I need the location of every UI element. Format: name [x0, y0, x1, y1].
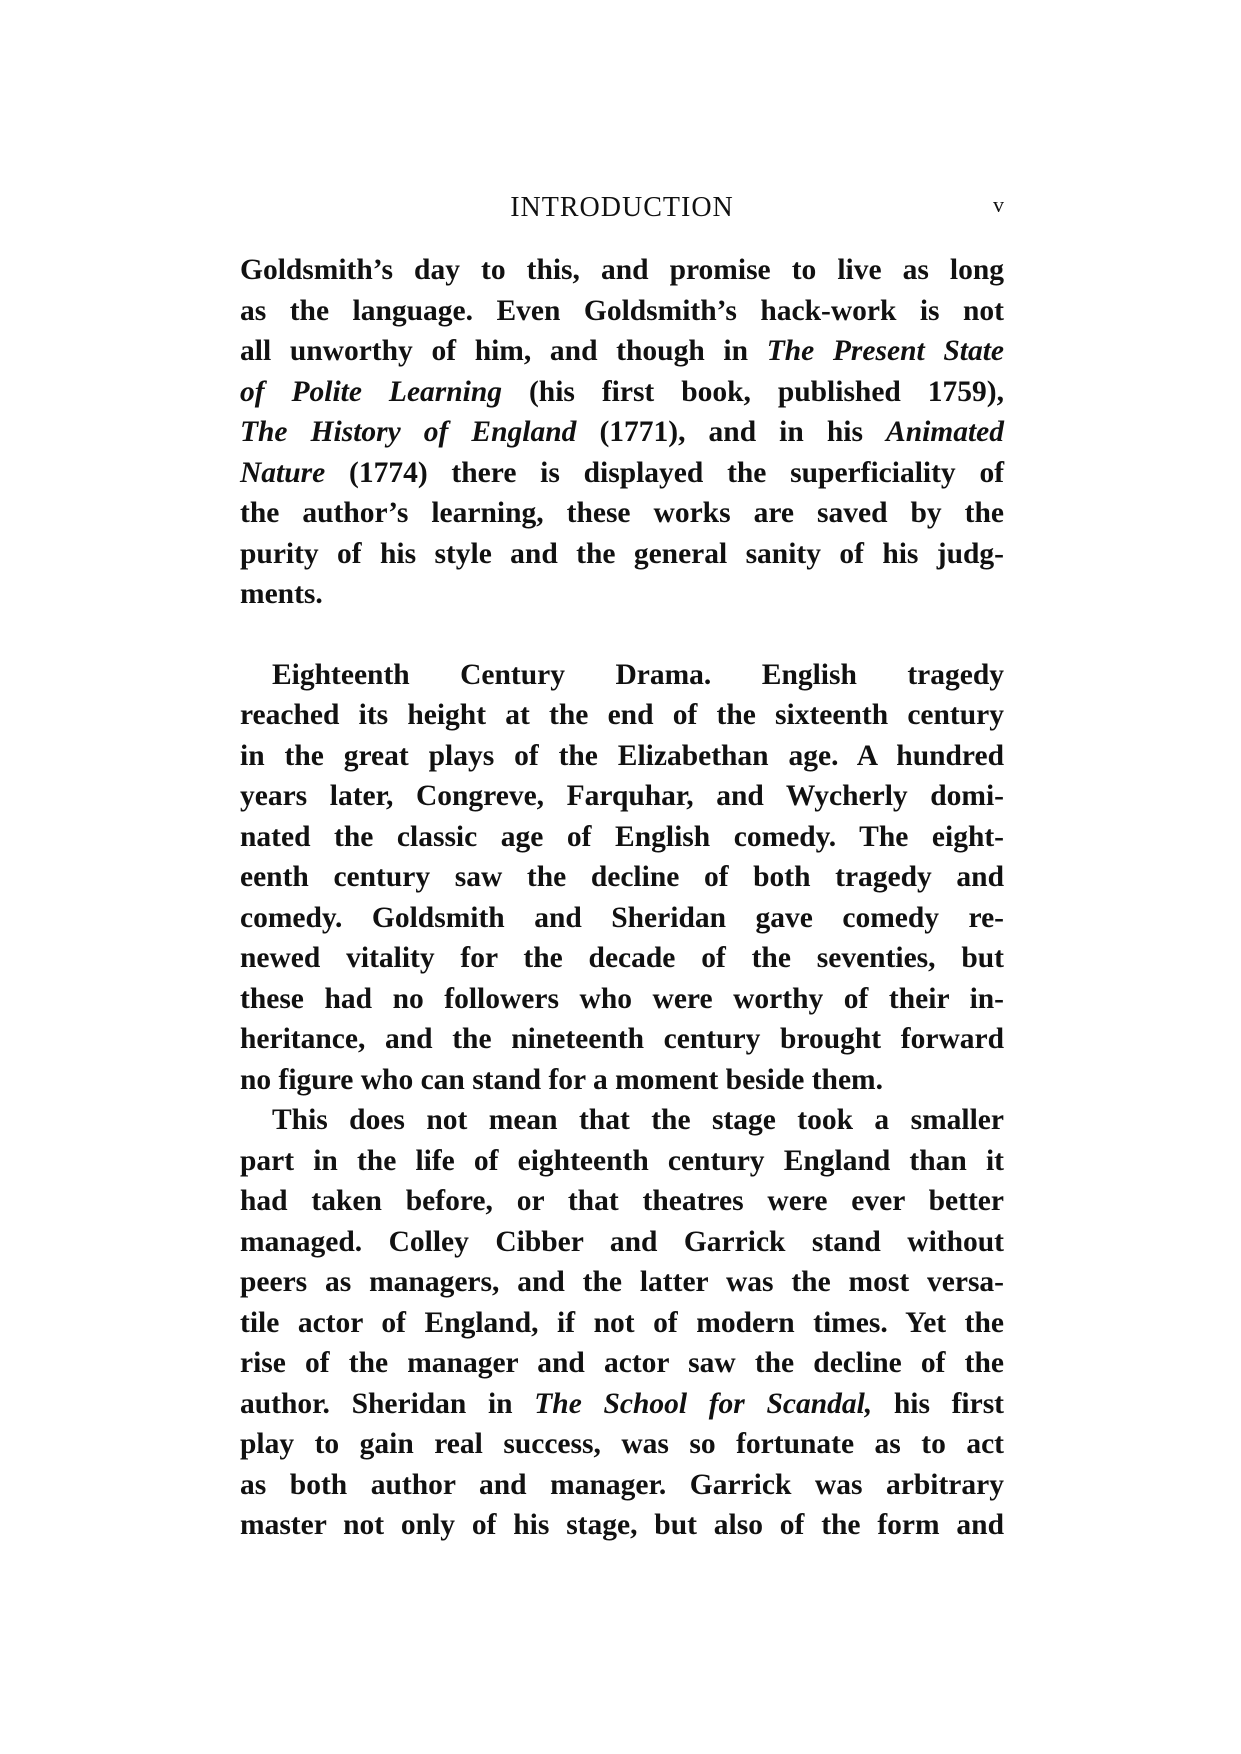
- paragraph-drama-section: [240, 655, 1004, 696]
- text-line: no figure who can stand for a moment beside them.: [240, 1063, 883, 1096]
- text-segment: all unworthy of him, and though in: [240, 335, 749, 367]
- text-line: rise of the manager and actor saw the decline of the: [240, 1347, 1004, 1379]
- text-line: play to gain real success, was so fortunate as to act: [240, 1428, 1004, 1460]
- play-title: The School for Scandal,: [534, 1387, 873, 1420]
- text-line: comedy. Goldsmith and Sheridan gave comedy re-: [240, 901, 1004, 934]
- book-title: Animated: [886, 416, 1005, 448]
- text-segment: (his first book, published 1759),: [528, 375, 1004, 408]
- text-line: years later, Congreve, Farquhar, and Wycherly domi-: [240, 780, 1004, 812]
- book-title: The History of England: [240, 416, 577, 448]
- text-line: newed vitality for the decade of the seventies, but: [240, 942, 1004, 974]
- book-title: The Present State: [766, 335, 1004, 367]
- text-line: these had no followers who were worthy of their in-: [240, 982, 1004, 1015]
- text-line: [240, 412, 1004, 453]
- text-line: [240, 1384, 1004, 1425]
- text-line: as both author and manager. Garrick was arbitrary: [240, 1468, 1004, 1501]
- book-title: of Polite Learning: [240, 375, 503, 408]
- text-segment: author. Sheridan in: [240, 1387, 513, 1420]
- body-text: [240, 250, 1004, 1546]
- text-segment: (1774) there is displayed the superficiality of: [349, 456, 1005, 489]
- text-line: part in the life of eighteenth century England than it: [240, 1144, 1004, 1177]
- text-line: in the great plays of the Elizabethan age. A hundred: [240, 739, 1004, 772]
- text-segment: (1771), and in his: [599, 416, 863, 448]
- page-header: [240, 192, 1004, 232]
- text-line: purity of his style and the general sanity of his judg-: [240, 537, 1004, 570]
- text-line: [240, 331, 1004, 372]
- book-title: Nature: [240, 456, 326, 489]
- text-line: [240, 453, 1004, 494]
- paragraph-goldsmith-works: [240, 250, 1004, 615]
- paragraph-drama-body: [240, 695, 1004, 1100]
- running-title: INTRODUCTION: [510, 192, 734, 223]
- section-subheading: Eighteenth Century Drama.: [272, 658, 712, 691]
- text-segment: his first: [893, 1387, 1005, 1420]
- text-line: the author’s learning, these works are saved by the: [240, 497, 1004, 529]
- text-line: Goldsmith’s day to this, and promise to live as long: [240, 254, 1004, 286]
- text-line: This does not mean that the stage took a smaller: [272, 1104, 1004, 1136]
- text-line: as the language. Even Goldsmith’s hack-work is not: [240, 294, 1004, 327]
- text-line: nated the classic age of English comedy. The eight-: [240, 820, 1004, 853]
- text-line: peers as managers, and the latter was the most versa-: [240, 1266, 1004, 1298]
- paragraph-stage-management: [240, 1100, 1004, 1546]
- text-line: [240, 372, 1004, 413]
- page-number: v: [993, 192, 1004, 217]
- text-line: [240, 655, 1004, 696]
- text-line: tile actor of England, if not of modern times. Yet the: [240, 1306, 1004, 1339]
- text-line: ments.: [240, 578, 323, 610]
- text-line: eenth century saw the decline of both tragedy and: [240, 861, 1004, 893]
- text-line: master not only of his stage, but also of the form and: [240, 1509, 1004, 1541]
- text-line: reached its height at the end of the sixteenth century: [240, 699, 1004, 731]
- text-line: managed. Colley Cibber and Garrick stand without: [240, 1225, 1004, 1258]
- text-line: heritance, and the nineteenth century brought forward: [240, 1023, 1004, 1055]
- text-line: had taken before, or that theatres were ever better: [240, 1185, 1004, 1217]
- text-segment: English tragedy: [761, 658, 1004, 691]
